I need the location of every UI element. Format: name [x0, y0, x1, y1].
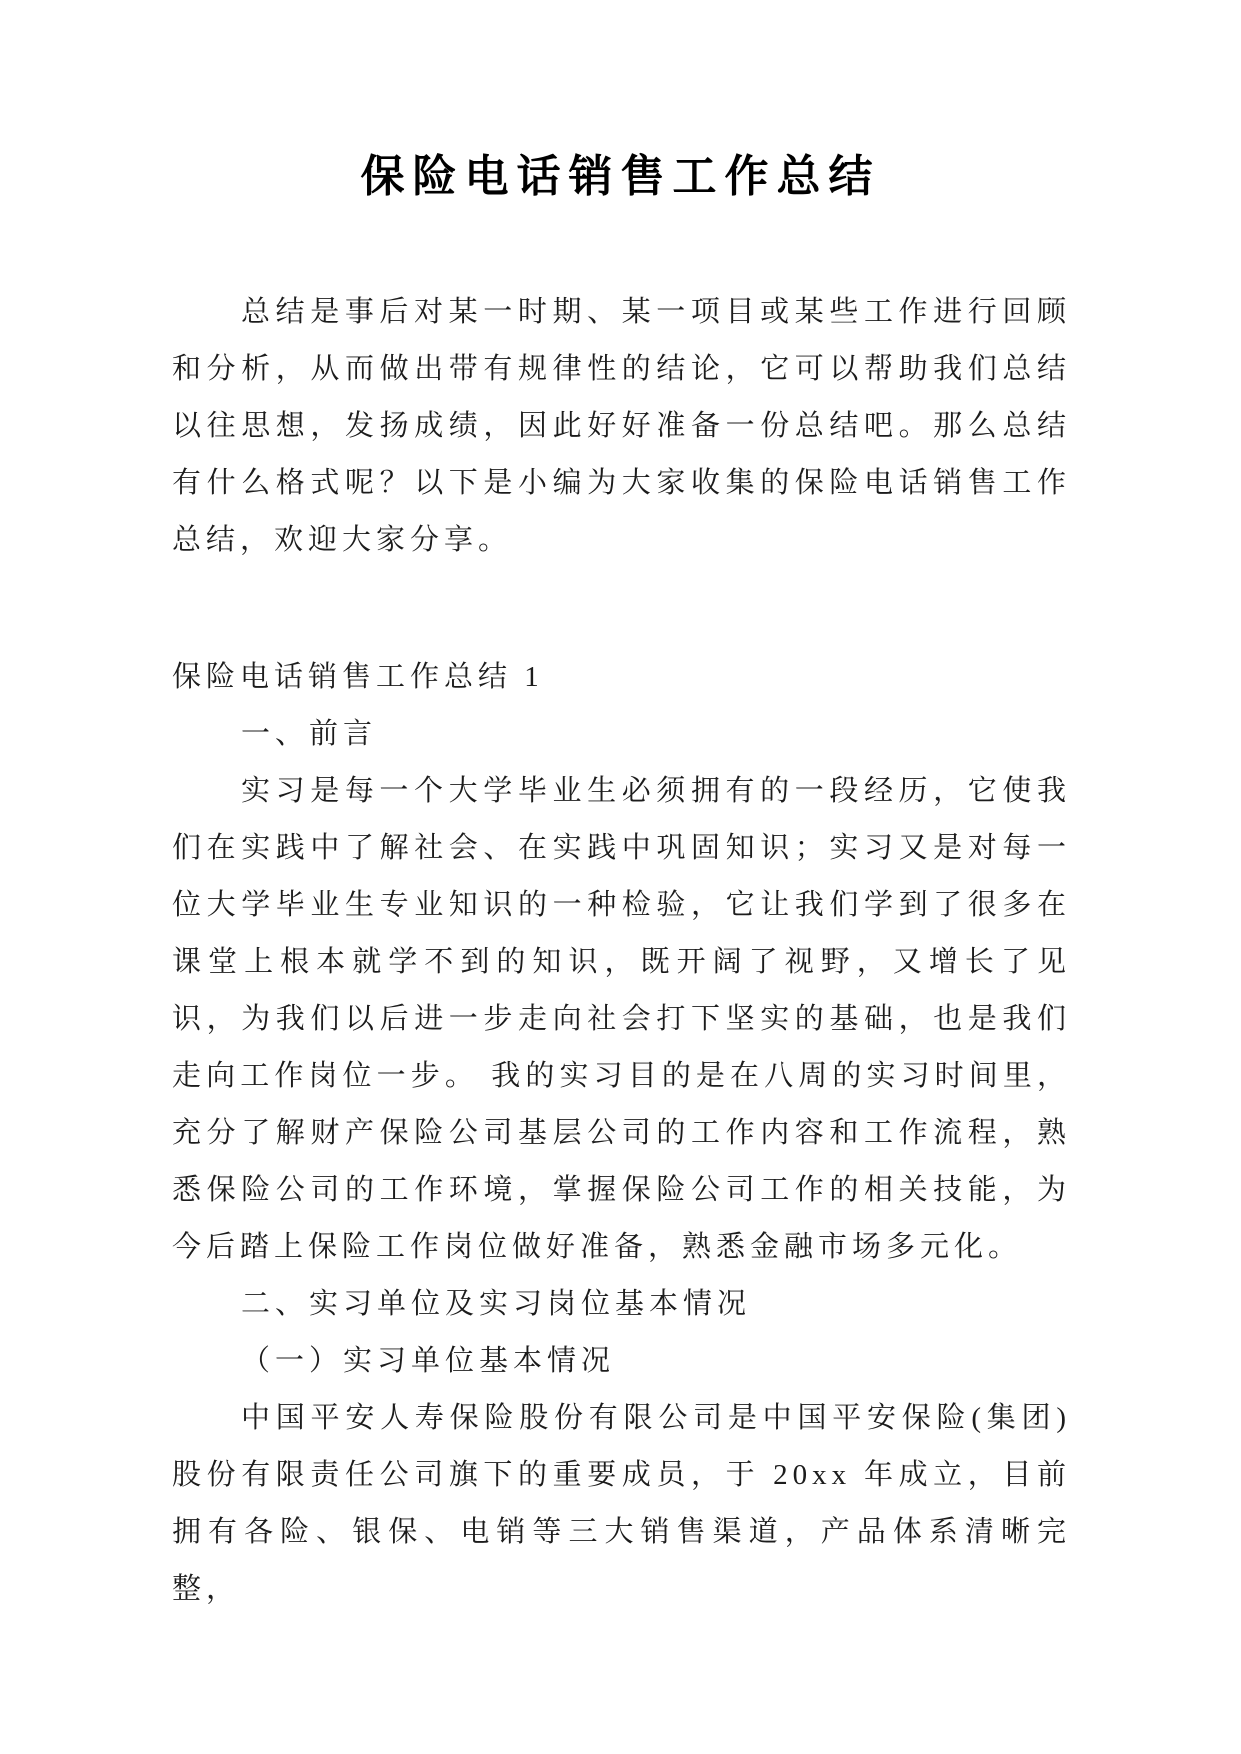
paragraph-spacer [172, 569, 1071, 649]
document-body [172, 284, 1071, 1618]
paragraph: 总结是事后对某一时期、某一项目或某些工作进行回顾和分析，从而做出带有规律性的结论，它可以帮助我们总结以往思想，发扬成绩，因此好好准备一份总结吧。那么总结有什么格式呢？以下是小编为大家收集的保险电话销售工作总结，欢迎大家分享。 [172, 296, 1071, 556]
paragraph: 保险电话销售工作总结 1 [172, 661, 544, 693]
paragraph: 二、实习单位及实习岗位基本情况 [241, 1288, 752, 1320]
paragraph: 一、前言 [241, 718, 378, 750]
paragraph: 中国平安人寿保险股份有限公司是中国平安保险(集团)股份有限责任公司旗下的重要成员，于 20xx 年成立，目前拥有各险、银保、电销等三大销售渠道，产品体系清晰完整， [172, 1402, 1071, 1605]
paragraph: 实习是每一个大学毕业生必须拥有的一段经历，它使我们在实践中了解社会、在实践中巩固知识；实习又是对每一位大学毕业生专业知识的一种检验，它让我们学到了很多在课堂上根本就学不到的知识，既开阔了视野，又增长了见识，为我们以后进一步走向社会打下坚实的基础，也是我们走向工作岗位一步。 我的实习目的是在八周的实习时间里，充分了解财产保险公司基层公司的工作内容和工作流程，熟悉保险公司的工作环境，掌握保险公司工作的相关技能，为今后踏上保险工作岗位做好准备，熟悉金融市场多元化。 [172, 775, 1071, 1263]
document-title: 保险电话销售工作总结 [360, 152, 881, 201]
paragraph: （一）实习单位基本情况 [241, 1345, 616, 1377]
